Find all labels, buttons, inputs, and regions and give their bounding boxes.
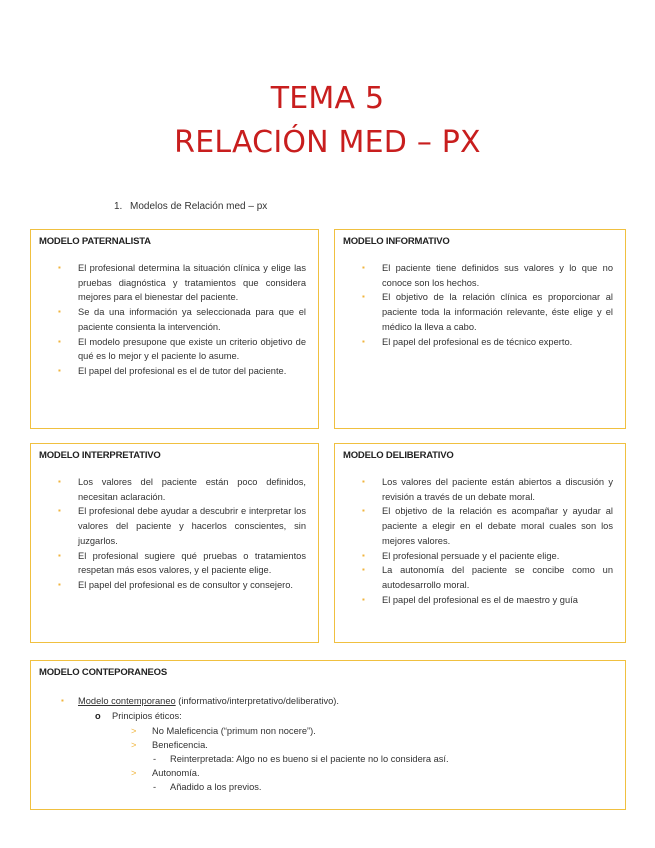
principle-item: > Autonomía. — [131, 768, 200, 778]
arrow-bullet-icon: > — [131, 726, 137, 736]
box-modelo-interpretativo — [30, 443, 319, 643]
section-text: Modelos de Relación med – px — [130, 201, 268, 212]
list-item: ▪ El profesional persuade y el paciente elige. — [335, 549, 613, 564]
square-bullet-icon: ▪ — [61, 696, 64, 705]
square-bullet-icon: ▪ — [58, 365, 61, 375]
bullet-list — [31, 261, 318, 379]
square-bullet-icon: ▪ — [58, 506, 61, 516]
list-item: ▪ Los valores del paciente están abiertos a discusión y revisión a través de un debate moral. — [362, 477, 613, 502]
section-heading — [114, 201, 267, 212]
bullet-list — [31, 475, 318, 593]
arrow-bullet-icon: > — [131, 768, 137, 778]
list-item: ▪ El objetivo de la relación clínica es proporcionar al paciente toda la información relevante, éste elige y el médico la lleva a cabo. — [362, 292, 613, 332]
box-modelo-paternalista — [30, 229, 319, 429]
principle-item: > Beneficencia. — [131, 740, 208, 750]
square-bullet-icon: ▪ — [58, 550, 61, 560]
square-bullet-icon: ▪ — [362, 263, 365, 272]
square-bullet-icon: ▪ — [362, 594, 365, 604]
list-item: ▪ Modelo contemporaneo (informativo/interpretativo/deliberativo). — [61, 696, 339, 706]
list-item: ▪ El paciente tiene definidos sus valores y lo que no conoce son los hechos. — [362, 263, 613, 288]
bullet-list — [335, 261, 625, 349]
arrow-bullet-icon: > — [131, 740, 137, 750]
box-modelo-conteporaneos — [30, 660, 626, 810]
box-title: MODELO INFORMATIVO — [343, 236, 450, 247]
sub-list-item: o Principios éticos: — [95, 711, 182, 721]
box-title: MODELO PATERNALISTA — [39, 236, 151, 247]
square-bullet-icon: ▪ — [58, 477, 61, 486]
list-item: ▪ El profesional sugiere qué pruebas o tratamientos respetan más esos valores, y el paciente elige. — [58, 550, 306, 576]
square-bullet-icon: ▪ — [58, 307, 61, 317]
square-bullet-icon: ▪ — [362, 336, 365, 346]
box-modelo-deliberativo — [334, 443, 626, 643]
list-item: ▪ El papel del profesional es de técnico experto. — [335, 335, 613, 350]
list-item: ▪ El objetivo de la relación es acompañar y ayudar al paciente a elegir en el debate moral cuales son los mejores valores. — [362, 506, 613, 546]
list-item: ▪ El papel del profesional es de consultor y consejero. — [31, 578, 306, 593]
square-bullet-icon: ▪ — [58, 263, 61, 272]
list-item: ▪ Se da una información ya seleccionada para que el paciente consienta la intervención. — [58, 307, 306, 332]
principle-note: - Añadido a los previos. — [153, 782, 262, 792]
list-item: ▪ El modelo presupone que existe un criterio objetivo de qué es lo mejor y el paciente lo asume. — [58, 336, 306, 362]
square-bullet-icon: ▪ — [58, 336, 61, 346]
list-item: ▪ El papel del profesional es el de tutor del paciente. — [31, 364, 306, 379]
list-item: ▪ Los valores del paciente están poco definidos, necesitan aclaración. — [58, 477, 306, 502]
underlined-term: Modelo contemporaneo — [78, 696, 176, 706]
box-title: MODELO CONTEPORANEOS — [39, 667, 167, 678]
dash-bullet-icon: - — [153, 754, 157, 764]
bullet-list — [335, 475, 625, 607]
circle-bullet-icon: o — [95, 711, 101, 721]
list-item: ▪ La autonomía del paciente se concibe como un autodesarrollo moral. — [362, 565, 613, 590]
page-title: TEMA 5 — [270, 81, 385, 116]
dash-bullet-icon: - — [153, 782, 157, 792]
list-item: ▪ El papel del profesional es el de maestro y guía — [335, 593, 613, 608]
box-title: MODELO INTERPRETATIVO — [39, 450, 161, 461]
square-bullet-icon: ▪ — [362, 477, 365, 486]
square-bullet-icon: ▪ — [362, 565, 365, 575]
square-bullet-icon: ▪ — [362, 292, 365, 302]
page-subtitle: RELACIÓN MED – PX — [174, 125, 481, 160]
box-title: MODELO DELIBERATIVO — [343, 450, 454, 461]
box-modelo-informativo — [334, 229, 626, 429]
square-bullet-icon: ▪ — [362, 506, 365, 516]
list-item: ▪ El profesional determina la situación clínica y elige las pruebas diagnóstica y tratamientos que considera mejores para el bienestar del paciente. — [58, 263, 306, 303]
principle-note: - Reinterpretada: Algo no es bueno si el paciente no lo considera así. — [153, 754, 449, 764]
square-bullet-icon: ▪ — [58, 579, 61, 589]
square-bullet-icon: ▪ — [362, 550, 365, 560]
section-number: 1. — [114, 201, 123, 212]
principle-item: > No Maleficencia (“primum non nocere”). — [131, 726, 316, 736]
list-item: ▪ El profesional debe ayudar a descubrir e interpretar los valores del paciente y hacerlos conscientes, sin juzgarlos. — [58, 506, 306, 546]
